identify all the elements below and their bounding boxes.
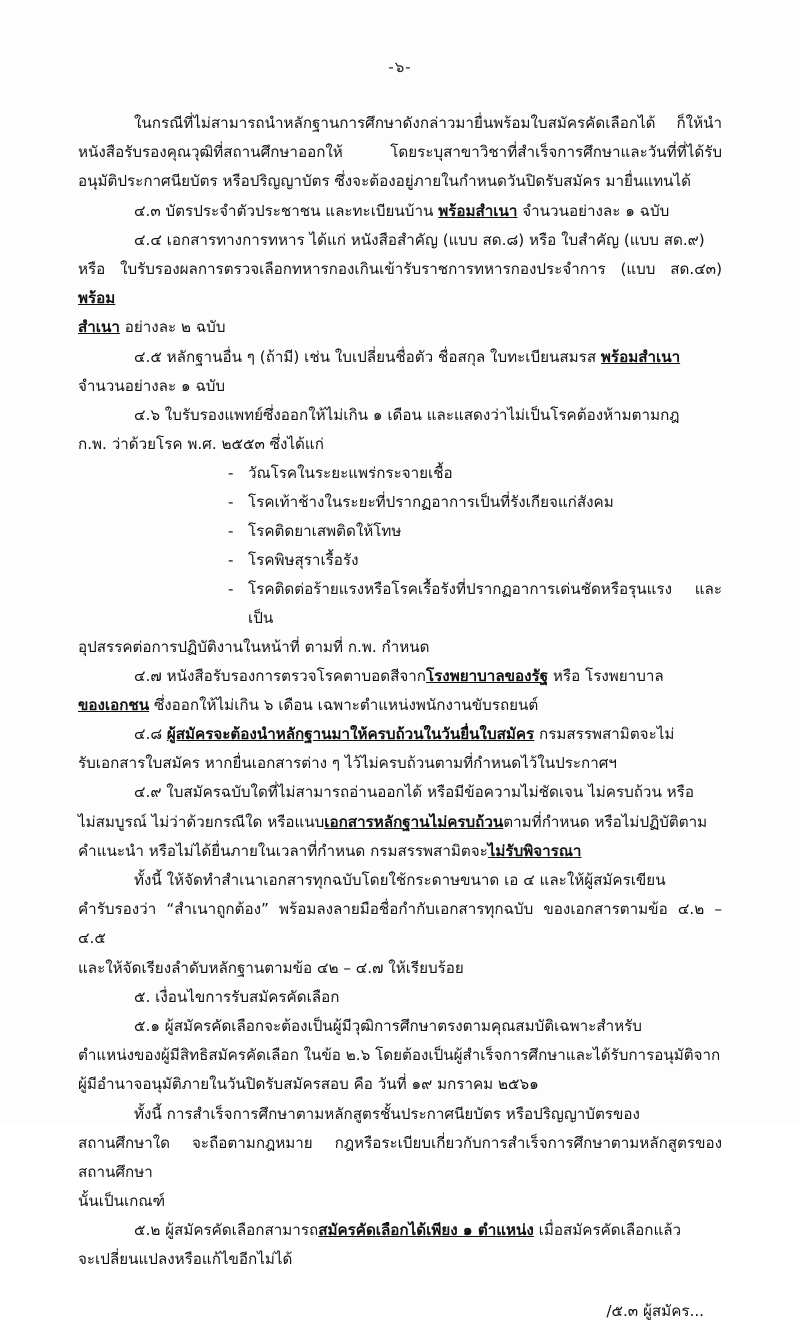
- text-segment: ๕.๒ ผู้สมัครคัดเลือกสามารถ: [134, 1221, 319, 1240]
- disease-item-label: โรคติดยาเสพติดให้โทษ: [248, 522, 402, 540]
- disease-item-label: โรคเท้าช้างในระยะที่ปรากฏอาการเป็นที่รังเกียจแก่สังคม: [248, 493, 614, 512]
- paragraph-intro: ในกรณีที่ไม่สามารถนำหลักฐานการศึกษาดังกล่าวมายื่นพร้อมใบสมัครคัดเลือกได้ ก็ให้นำหนังสือรับรองคุณวุฒิที่สถานศึกษาออกให้ โดยระบุสาขาวิชาที่สำเร็จการศึกษาและวันที่ที่ได้รับ อนุมัติประกาศนียบัตร หรือปริญญาบัตร ซึ่งจะต้องอยู่ภายในกำหนดวันปิดรับสมัคร มายื่นแทนได้: [78, 114, 722, 191]
- paragraph-item-4-4: [78, 226, 722, 255]
- text-segment: ตามที่กำหนด หรือไม่ปฏิบัติตาม: [503, 812, 708, 831]
- text-segment: คำรับรองว่า “สำเนาถูกต้อง” พร้อมลงลายมือชื่อกำกับเอกสารทุกฉบับ ของเอกสารตามข้อ ๔.๒ – ๔.๕: [78, 900, 722, 948]
- text-segment: กรมสรรพสามิตจะไม่: [534, 725, 675, 744]
- dash-marker: -: [228, 464, 234, 483]
- paragraph-item-5-1: [78, 1012, 722, 1041]
- paragraph-note-a4-cont: [78, 895, 722, 953]
- text-segment: พร้อมสำเนา: [438, 201, 518, 220]
- text-segment: ๕.๑ ผู้สมัครคัดเลือกจะต้องเป็นผู้มีวุฒิการศึกษาตรงตามคุณสมบัติเฉพาะสำหรับ: [134, 1016, 642, 1035]
- text-segment: จำนวนอย่างละ ๑ ฉบับ: [517, 201, 670, 220]
- text-segment: ไม่รับพิจารณา: [487, 841, 582, 860]
- text-segment: ๔.๔ เอกสารทางการทหาร ได้แก่ หนังสือสำคัญ (แบบ สด.๘) หรือ ใบสำคัญ (แบบ สด.๙): [134, 230, 705, 249]
- page-footer-note: /๕.๓ ผู้สมัคร...: [606, 1301, 704, 1320]
- paragraph-item-4-3: [78, 197, 722, 226]
- text-segment: ๔.๖ ใบรับรองแพทย์ซึ่งออกให้ไม่เกิน ๑ เดือน และแสดงว่าไม่เป็นโรคต้องห้ามตามกฎ: [134, 405, 680, 424]
- text-segment: ตำแหน่งของผู้มีสิทธิสมัครคัดเลือก ในข้อ ๒.๖ โดยต้องเป็นผู้สำเร็จการศึกษาและได้รับการอนุมัติจาก: [78, 1046, 721, 1065]
- dash-marker: -: [228, 550, 234, 569]
- paragraph-item-4-6-cont: [78, 430, 722, 459]
- paragraph-item-4-9: [78, 778, 722, 807]
- text-segment: ผู้มีอำนาจอนุมัติภายในวันปิดรับสมัครสอบ คือ วันที่ ๑๙ มกราคม ๒๕๖๑: [78, 1075, 539, 1094]
- text-segment: พร้อมสำเนา: [600, 347, 681, 366]
- disease-item: [78, 459, 722, 488]
- paragraph-item-5-2-cont: [78, 1245, 722, 1274]
- paragraph-item-4-8-cont: [78, 749, 722, 778]
- paragraph-note-a4: [78, 866, 722, 895]
- paragraph-item-4-4-cont: [78, 255, 722, 313]
- text-segment: สำเนา: [78, 318, 120, 337]
- text-segment: ๔.๗ หนังสือรับรองการตรวจโรคตาบอดสีจาก: [134, 666, 426, 685]
- text-segment: ๔.๓ บัตรประจำตัวประชาชน และทะเบียนบ้าน: [134, 201, 439, 220]
- paragraph-item-4-4-cont2: [78, 313, 722, 342]
- text-segment: ซึ่งออกให้ไม่เกิน ๖ เดือน เฉพาะตำแหน่งพนักงานขับรถยนต์: [149, 695, 539, 714]
- dash-marker: -: [228, 579, 234, 598]
- disease-item: [78, 517, 722, 546]
- text-segment: คำแนะนำ หรือไม่ได้ยื่นภายในเวลาที่กำหนด กรมสรรพสามิตจะ: [78, 841, 488, 860]
- text-segment: รับเอกสารใบสมัคร หากยื่นเอกสารต่าง ๆ ไว้ไม่ครบถ้วนตามที่กำหนดไว้ในประกาศฯ: [78, 754, 617, 773]
- text-segment: นั้นเป็นเกณฑ์: [78, 1192, 166, 1211]
- paragraph-item-4-5-cont: [78, 372, 722, 401]
- text-segment: หรือ ใบรับรองผลการตรวจเลือกทหารกองเกินเข้ารับราชการทหารกองประจำการ (แบบ สด.๔๓): [78, 259, 722, 278]
- dash-marker: -: [228, 493, 234, 512]
- disease-item-last: [78, 575, 722, 633]
- text-segment: ไม่สมบูรณ์ ไม่ว่าด้วยกรณีใด หรือแนบ: [78, 812, 325, 831]
- text-segment: หรือ โรงพยาบาล: [548, 666, 664, 685]
- text-segment: ๕. เงื่อนไขการรับสมัครคัดเลือก: [134, 987, 340, 1006]
- text-segment: ๔.๙ ใบสมัครฉบับใดที่ไม่สามารถอ่านออกได้ หรือมีข้อความไม่ชัดเจน ไม่ครบถ้วน หรือ: [134, 783, 694, 802]
- text-segment: ผู้สมัครจะต้องนำหลักฐานมาให้ครบถ้วนในวันยื่นใบสมัคร: [166, 725, 535, 744]
- text-segment: จำนวนอย่างละ ๑ ฉบับ: [78, 376, 226, 395]
- disease-list: [78, 459, 722, 575]
- text-segment: ๔.๕ หลักฐานอื่น ๆ (ถ้ามี) เช่น ใบเปลี่ยนชื่อตัว ชื่อสกุล ใบทะเบียนสมรส: [134, 347, 601, 366]
- disease-item: [78, 546, 722, 575]
- text-segment: อย่างละ ๒ ฉบับ: [119, 318, 226, 337]
- paragraph-item-4-6: [78, 401, 722, 430]
- paragraph-item-5-1-cont2: [78, 1070, 722, 1099]
- disease-item-label: โรคพิษสุราเรื้อรัง: [248, 550, 359, 569]
- text-segment: เอกสารหลักฐานไม่ครบถ้วน: [324, 812, 504, 831]
- dash-marker: -: [228, 522, 234, 540]
- text-segment: ทั้งนี้ การสำเร็จการศึกษาตามหลักสูตรชั้นประกาศนียบัตร หรือปริญญาบัตรของ: [134, 1104, 640, 1123]
- text-segment: ของเอกชน: [78, 695, 150, 714]
- paragraph-item-4-9-cont: [78, 808, 722, 837]
- paragraph-item-5-1-note-cont: [78, 1129, 722, 1187]
- paragraph-item-5-2: [78, 1216, 722, 1245]
- text-segment: และให้จัดเรียงลำดับหลักฐานตามข้อ ๔๒ – ๔.๗ ให้เรียบร้อย: [78, 958, 464, 977]
- text-segment: โรงพยาบาลของรัฐ: [425, 666, 549, 685]
- disease-item-label: วัณโรคในระยะแพร่กระจายเชื้อ: [248, 464, 453, 483]
- paragraph-item-5-1-cont: [78, 1041, 722, 1070]
- paragraph-item-4-8: [78, 720, 722, 749]
- disease-item: [78, 488, 722, 517]
- text-segment: พร้อม: [78, 289, 116, 308]
- paragraph-note-a4-cont2: [78, 954, 722, 983]
- disease-last-continuation: อุปสรรคต่อการปฏิบัติงานในหน้าที่ ตามที่ ก.พ. กำหนด: [78, 637, 430, 656]
- text-segment: ทั้งนี้ ให้จัดทำสำเนาเอกสารทุกฉบับโดยใช้กระดาษขนาด เอ ๔ และให้ผู้สมัครเขียน: [134, 871, 666, 889]
- page-number: -๖-: [388, 58, 412, 76]
- disease-last-line1: โรคติดต่อร้ายแรงหรือโรคเรื้อรังที่ปรากฏอาการเด่นชัดหรือรุนแรง และเป็น: [248, 579, 722, 627]
- text-segment: สมัครคัดเลือกได้เพียง ๑ ตำแหน่ง: [318, 1221, 534, 1240]
- paragraph-item-5-1-note-cont2: [78, 1187, 722, 1216]
- paragraph-section-5: [78, 983, 722, 1012]
- text-segment: จะเปลี่ยนแปลงหรือแก้ไขอีกไม่ได้: [78, 1250, 293, 1269]
- paragraph-item-4-7-cont: [78, 691, 722, 720]
- document-body: [78, 109, 722, 1326]
- paragraph-item-4-9-cont2: [78, 837, 722, 866]
- text-segment: ๔.๘: [134, 725, 167, 744]
- text-segment: เมื่อสมัครคัดเลือกแล้ว: [533, 1221, 682, 1240]
- paragraph-item-4-5: [78, 343, 722, 372]
- paragraph-item-5-1-note: [78, 1100, 722, 1129]
- paragraph-item-4-7: [78, 662, 722, 691]
- paragraph-block-1: [78, 109, 722, 459]
- text-segment: ก.พ. ว่าด้วยโรค พ.ศ. ๒๕๕๓ ซึ่งได้แก่: [78, 435, 324, 454]
- paragraph-block-2: [78, 662, 722, 1275]
- text-segment: สถานศึกษาใด จะถือตามกฎหมาย กฎหรือระเบียบเกี่ยวกับการสำเร็จการศึกษาตามหลักสูตรของสถานศึกษา: [78, 1133, 722, 1181]
